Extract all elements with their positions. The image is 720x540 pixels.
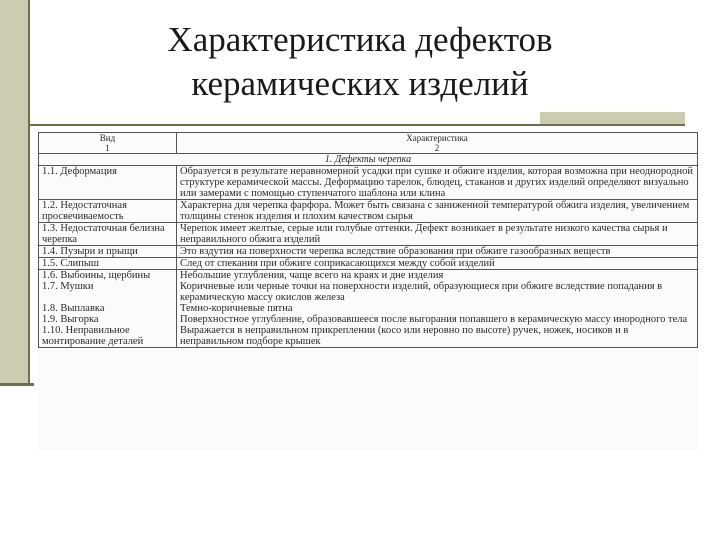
- defect-description: Черепок имеет желтые, серые или голубые оттенки. Дефект возникает в результате низкого качества сырья и неправильного обжига изделий: [177, 223, 698, 246]
- defect-description: Выражается в неправильном прикреплении (косо или неровно по высоте) ручек, ножек, носиков и в неправильном подборе крышек: [177, 325, 698, 348]
- defect-name: 1.9. Выгорка: [39, 314, 177, 325]
- header-characteristic-label: Характеристика: [406, 133, 468, 143]
- slide-title: [120, 18, 600, 106]
- defect-description: След от спекания при обжиге соприкасающихся между собой изделий: [177, 258, 698, 270]
- scanned-table-image: [38, 132, 698, 450]
- defect-name: 1.3. Недостаточная белизна черепка: [39, 223, 177, 246]
- table-row: [39, 223, 698, 246]
- table-row: [39, 281, 698, 303]
- slide-title-line-1: Характеристика дефектов: [167, 20, 553, 59]
- defect-name: 1.6. Выбоины, щербины: [39, 270, 177, 282]
- header-cell-characteristic: [177, 133, 698, 154]
- left-decor-foot: [0, 383, 34, 386]
- defect-description: Образуется в результате неравномерной усадки при сушке и обжиге изделия, которая возможна при неоднородной структуре керамической массы. Деформацию тарелок, блюдец, стаканов и других изделий определяют визуально или замерами с помощью ступенчатого шаблона или клина: [177, 166, 698, 200]
- defect-description: Коричневые или черные точки на поверхности изделий, образующиеся при обжиге вследствие попадания в керамическую массу окислов железа: [177, 281, 698, 303]
- section-title: 1. Дефекты черепка: [39, 154, 698, 166]
- defect-name: 1.10. Неправильное монтирование деталей: [39, 325, 177, 348]
- defect-name: 1.8. Выплавка: [39, 303, 177, 314]
- header-kind-number: 1: [105, 143, 110, 153]
- table-row: [39, 200, 698, 223]
- table-row: [39, 270, 698, 282]
- slide-title-line-2: керамических изделий: [191, 64, 529, 103]
- table-row: [39, 166, 698, 200]
- header-kind-label: Вид: [99, 133, 116, 143]
- title-divider-line: [30, 124, 685, 126]
- defect-description: Это вздутия на поверхности черепка вследствие образования при обжиге газообразных веществ: [177, 246, 698, 258]
- table-row: [39, 258, 698, 270]
- left-decor-bar: [0, 0, 28, 385]
- defects-table: [38, 132, 698, 348]
- table-row: [39, 314, 698, 325]
- section-row: [39, 154, 698, 166]
- table-header-row: [39, 133, 698, 154]
- defect-name: 1.2. Недостаточная просвечиваемость: [39, 200, 177, 223]
- defect-name: 1.7. Мушки: [39, 281, 177, 303]
- defect-name: 1.5. Слипыш: [39, 258, 177, 270]
- defect-description: Поверхностное углубление, образовавшееся после выгорания попавшего в керамическую массу инородного тела: [177, 314, 698, 325]
- table-row: [39, 246, 698, 258]
- left-decor-line: [28, 0, 30, 385]
- defect-name: 1.4. Пузыри и прыщи: [39, 246, 177, 258]
- defect-description: Небольшие углубления, чаще всего на краях и дне изделия: [177, 270, 698, 282]
- defect-description: Темно-коричневые пятна: [177, 303, 698, 314]
- header-characteristic-number: 2: [434, 143, 440, 153]
- table-row: [39, 325, 698, 348]
- defect-name: 1.1. Деформация: [39, 166, 177, 200]
- header-cell-kind: [39, 133, 177, 154]
- table-row: [39, 303, 698, 314]
- defect-description: Характерна для черепка фарфора. Может быть связана с заниженной температурой обжига изделия, увеличением толщины стенок изделия и плохим качеством сырья: [177, 200, 698, 223]
